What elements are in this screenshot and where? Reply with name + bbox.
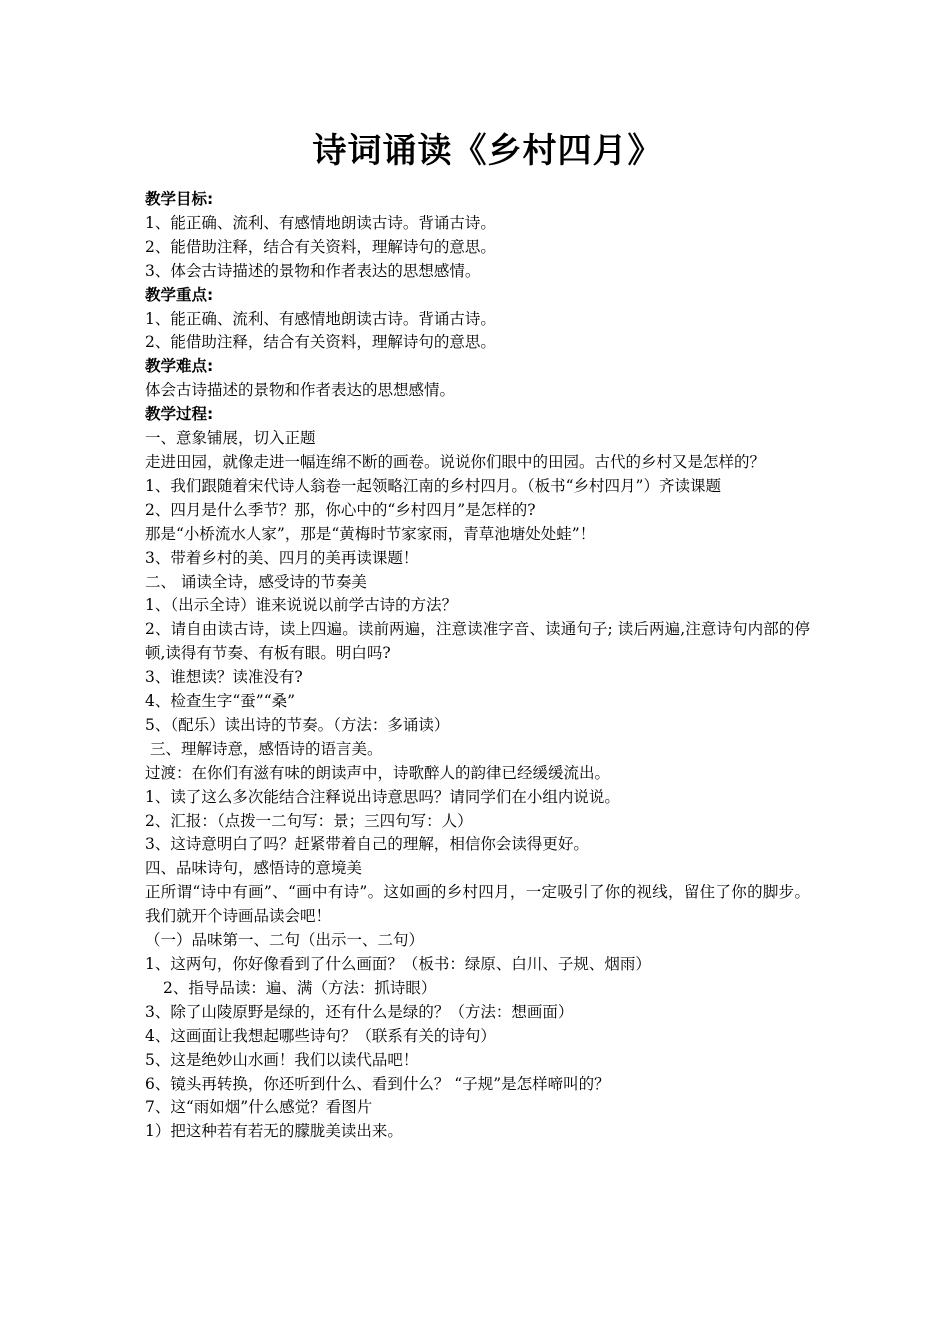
document-body — [145, 188, 810, 1144]
text-line: 过渡：在你们有滋有味的朗读声中，诗歌醉人的韵律已经缓缓流出。 — [145, 763, 611, 782]
text-line: 1、我们跟随着宋代诗人翁卷一起领略江南的乡村四月。（板书“乡村四月”）齐读课题 — [145, 476, 721, 495]
text-line: 1、能正确、流利、有感情地朗读古诗。背诵古诗。 — [145, 309, 496, 328]
text-line: 4、这画面让我想起哪些诗句？（联系有关的诗句） — [145, 1026, 496, 1045]
text-line: 二、 诵读全诗，感受诗的节奏美 — [145, 572, 367, 591]
document-page — [145, 128, 810, 1144]
text-line: 2、汇报：（点拨一二句写：景；三四句写：人） — [145, 811, 473, 830]
text-line: 3、体会古诗描述的景物和作者表达的思想感情。 — [145, 261, 481, 280]
section-heading: 教学难点: — [145, 357, 214, 376]
text-line: 1、能正确、流利、有感情地朗读古诗。背诵古诗。 — [145, 213, 496, 232]
section-heading: 教学目标: — [145, 190, 214, 208]
text-line: 7、这“雨如烟”什么感觉？看图片 — [145, 1098, 373, 1117]
text-line: 6、镜头再转换，你还听到什么、看到什么？ “子规”是怎样啼叫的？ — [145, 1074, 610, 1093]
text-line: 5、（配乐）读出诗的节奏。（方法：多诵读） — [145, 715, 450, 734]
text-line: 2、请自由读古诗，读上四遍。读前两遍，注意读准字音、读通句子; 读后两遍,注意诗句内部的停顿,读得有节奏、有板有眼。明白吗? — [145, 620, 810, 663]
page-title: 诗词诵读《乡村四月》 — [312, 131, 663, 171]
text-line: 体会古诗描述的景物和作者表达的思想感情。 — [145, 381, 456, 400]
text-line: 5、这是绝妙山水画！我们以读代品吧！ — [145, 1050, 419, 1069]
text-line: 一、意象铺展，切入正题 — [145, 429, 316, 448]
text-line: （一）品味第一、二句（出示一、二句） — [145, 931, 425, 950]
text-line: 3、除了山陵原野是绿的，还有什么是绿的？（方法：想画面） — [145, 1002, 574, 1021]
text-line: 走进田园，就像走进一幅连绵不断的画卷。说说你们眼中的田园。古代的乡村又是怎样的？ — [145, 452, 766, 471]
section-heading: 教学重点: — [145, 285, 214, 304]
text-line: 正所谓“诗中有画”、“画中有诗”。这如画的乡村四月，一定吸引了你的视线，留住了你的脚步。我们就开个诗画品读会吧！ — [145, 883, 810, 926]
section-heading: 教学过程: — [145, 405, 214, 424]
text-line: 1、（出示全诗）谁来说说以前学古诗的方法？ — [145, 596, 458, 615]
text-line: 3、带着乡村的美、四月的美再读课题！ — [145, 548, 419, 567]
text-line: 四、品味诗句，感悟诗的意境美 — [145, 859, 363, 878]
text-line: 1、读了这么多次能结合注释说出诗意思吗？请同学们在小组内说说。 — [145, 787, 620, 806]
text-line: 2、四月是什么季节？那，你心中的“乡村四月”是怎样的? — [145, 500, 536, 519]
text-line: 2、能借助注释，结合有关资料，理解诗句的意思。 — [145, 237, 496, 256]
text-line: 三、理解诗意，感悟诗的语言美。 — [150, 739, 383, 758]
text-line: 3、谁想读？读准没有? — [145, 668, 303, 687]
text-line: 1）把这种若有若无的朦胧美读出来。 — [145, 1122, 403, 1141]
text-line: 2、指导品读：遍、满（方法：抓诗眼） — [163, 978, 437, 997]
text-line: 那是“小桥流水人家”，那是“黄梅时节家家雨，青草池塘处处蛙”！ — [145, 524, 596, 543]
text-line: 2、能借助注释，结合有关资料，理解诗句的意思。 — [145, 333, 496, 352]
text-line: 3、这诗意明白了吗？赶紧带着自己的理解，相信你会读得更好。 — [145, 835, 589, 854]
text-line: 4、检查生字“蚕”“桑” — [145, 692, 296, 711]
text-line: 1、这两句，你好像看到了什么画面？（板书：绿原、白川、子规、烟雨） — [145, 955, 651, 973]
